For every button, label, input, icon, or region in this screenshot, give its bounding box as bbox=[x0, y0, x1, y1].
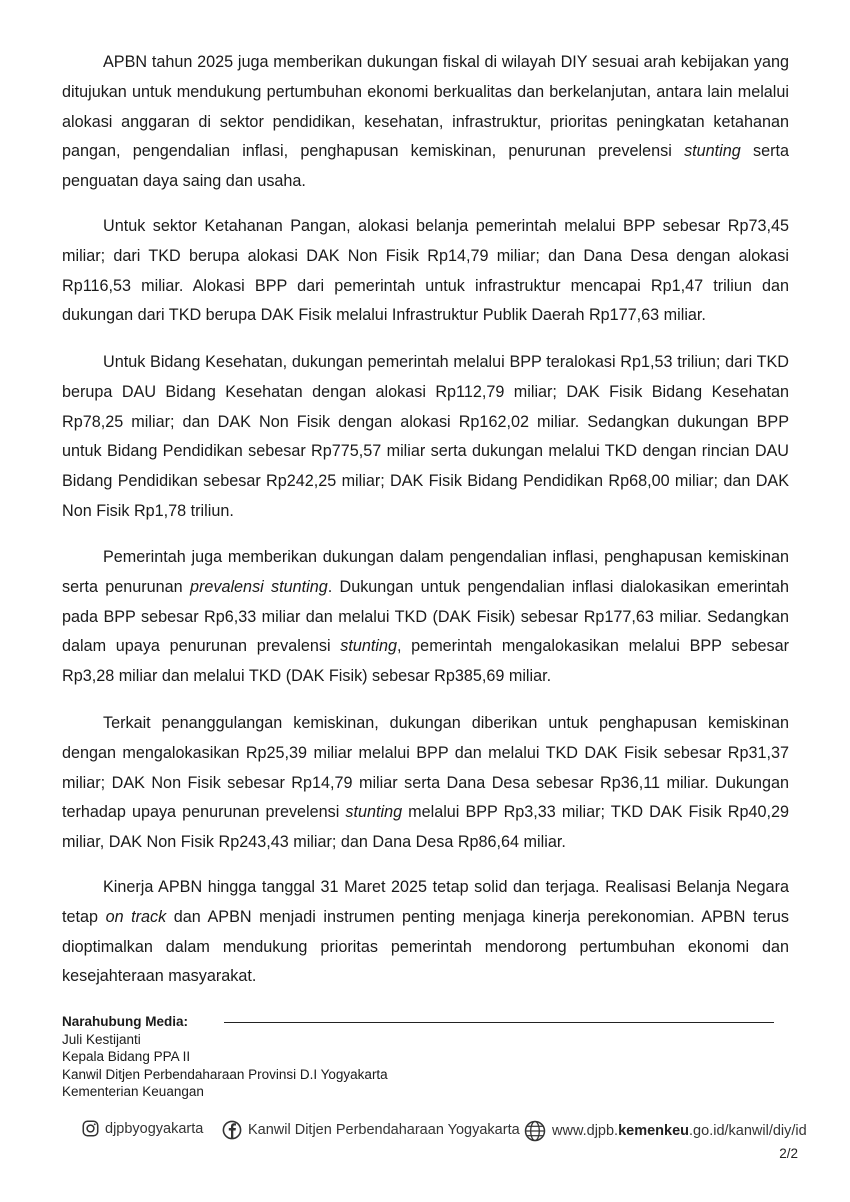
paragraph-emphasis: stunting bbox=[345, 803, 403, 822]
paragraph-text: Pemerintah juga memberikan dukungan dalam pengendalian inflasi, penghapusan kemiskinan serta penurunan bbox=[62, 548, 789, 596]
footer-website[interactable] bbox=[524, 1120, 807, 1142]
paragraph-text: , pemerintah mengalokasikan melalui BPP sebesar Rp3,28 miliar dan melalui TKD (DAK Fisik) sebesar Rp385,69 miliar. bbox=[62, 637, 789, 686]
contact-position: Kepala Bidang PPA II bbox=[62, 1049, 191, 1064]
contact-heading: Narahubung Media: bbox=[62, 1014, 189, 1029]
paragraph-text: Untuk Bidang Kesehatan, dukungan pemerintah melalui BPP teralokasi Rp1,53 triliun; dari TKD berupa DAU Bidang Kesehatan dengan alokasi Rp112,79 miliar; DAK Fisik Bidang Kesehatan Rp78,25 miliar; dan DAK Non Fisik dengan alokasi Rp162,02 miliar. Sedangkan dukungan BPP untuk Bidang Pendidikan sebesar Rp775,57 miliar serta dukungan melalui TKD dengan rincian DAU Bidang Pendidikan sebesar Rp242,25 miliar; DAK Fisik Bidang Pendidikan Rp68,00 miliar; dan DAK Non Fisik Rp1,78 triliun. bbox=[62, 353, 789, 520]
paragraph-emphasis: prevalensi stunting bbox=[189, 577, 328, 596]
instagram-icon bbox=[82, 1120, 99, 1137]
instagram-handle: djpbyogyakarta bbox=[105, 1120, 204, 1137]
website-url-prefix: www.djpb. bbox=[552, 1123, 619, 1139]
paragraph-text: . Dukungan untuk pengendalian inflasi dialokasikan emerintah pada BPP sebesar Rp6,33 miliar dan melalui TKD (DAK Fisik) sebesar Rp177,63 miliar. Sedangkan dalam upaya penurunan prevalensi bbox=[62, 577, 789, 656]
contact-divider bbox=[224, 1022, 774, 1023]
paragraph-emphasis: stunting bbox=[684, 142, 741, 161]
paragraph-poverty bbox=[62, 709, 789, 858]
paragraph-text: serta penguatan daya saing dan usaha. bbox=[62, 142, 789, 191]
paragraph-text: melalui BPP Rp3,33 miliar; TKD DAK Fisik Rp40,29 miliar, DAK Non Fisik Rp243,43 miliar; dan Dana Desa Rp86,64 miliar. bbox=[62, 803, 789, 852]
paragraph-apbn-performance bbox=[62, 873, 789, 992]
media-contact bbox=[62, 1013, 388, 1101]
contact-name: Juli Kestijanti bbox=[62, 1031, 141, 1047]
footer-bar bbox=[0, 1120, 850, 1144]
paragraph-emphasis: stunting bbox=[340, 637, 397, 656]
paragraph-health-education bbox=[62, 348, 789, 527]
paragraph-emphasis: on track bbox=[105, 907, 167, 926]
website-url-domain: kemenkeu bbox=[618, 1123, 690, 1139]
facebook-page-name: Kanwil Ditjen Perbendaharaan Yogyakarta bbox=[248, 1122, 520, 1138]
footer-instagram[interactable] bbox=[82, 1120, 203, 1137]
paragraph-inflation-stunting bbox=[62, 543, 789, 692]
paragraph-text: Kinerja APBN hingga tanggal 31 Maret 2025 tetap solid dan terjaga. Realisasi Belanja Negara tetap bbox=[62, 878, 789, 926]
paragraph-text: Terkait penanggulangan kemiskinan, dukungan diberikan untuk penghapusan kemiskinan dengan mengalokasikan Rp25,39 miliar melalui BPP dan melalui TKD DAK Fisik sebesar Rp31,37 miliar; DAK Non Fisik sebesar Rp14,79 miliar serta Dana Desa sebesar Rp36,11 miliar. Dukungan terhadap upaya penurunan prevelensi bbox=[62, 714, 789, 822]
paragraph-apbn-support bbox=[62, 48, 789, 197]
website-url-suffix: .go.id/kanwil/diy/id bbox=[689, 1123, 807, 1139]
paragraph-food-security bbox=[62, 212, 789, 331]
paragraph-text: Untuk sektor Ketahanan Pangan, alokasi belanja pemerintah melalui BPP sebesar Rp73,45 miliar; dari TKD berupa alokasi DAK Non Fisik Rp14,79 miliar; dan Dana Desa dengan alokasi Rp116,53 miliar. Alokasi BPP dari pemerintah untuk infrastruktur mencapai Rp1,47 triliun dan dukungan dari TKD berupa DAK Fisik melalui Infrastruktur Publik Daerah Rp177,63 miliar. bbox=[62, 217, 789, 325]
globe-icon bbox=[524, 1120, 546, 1142]
facebook-icon bbox=[222, 1120, 242, 1140]
paragraph-text: dan APBN menjadi instrumen penting menjaga kinerja perekonomian. APBN terus dioptimalkan dalam mendukung prioritas pemerintah mendorong pertumbuhan ekonomi dan kesejahteraan masyarakat. bbox=[62, 907, 789, 986]
contact-office: Kanwil Ditjen Perbendaharaan Provinsi D.I Yogyakarta bbox=[62, 1066, 388, 1082]
contact-ministry: Kementerian Keuangan bbox=[62, 1084, 204, 1099]
paragraph-text: APBN tahun 2025 juga memberikan dukungan fiskal di wilayah DIY sesuai arah kebijakan yang ditujukan untuk mendukung pertumbuhan ekonomi berkualitas dan berkelanjutan, antara lain melalui alokasi anggaran di sektor pendidikan, kesehatan, infrastruktur, prioritas peningkatan ketahanan pangan, pengendalian inflasi, penghapusan kemiskinan, penurunan prevelensi bbox=[62, 53, 789, 161]
website-url bbox=[552, 1123, 807, 1139]
page-number: 2/2 bbox=[779, 1146, 798, 1161]
footer-facebook[interactable] bbox=[222, 1120, 520, 1140]
